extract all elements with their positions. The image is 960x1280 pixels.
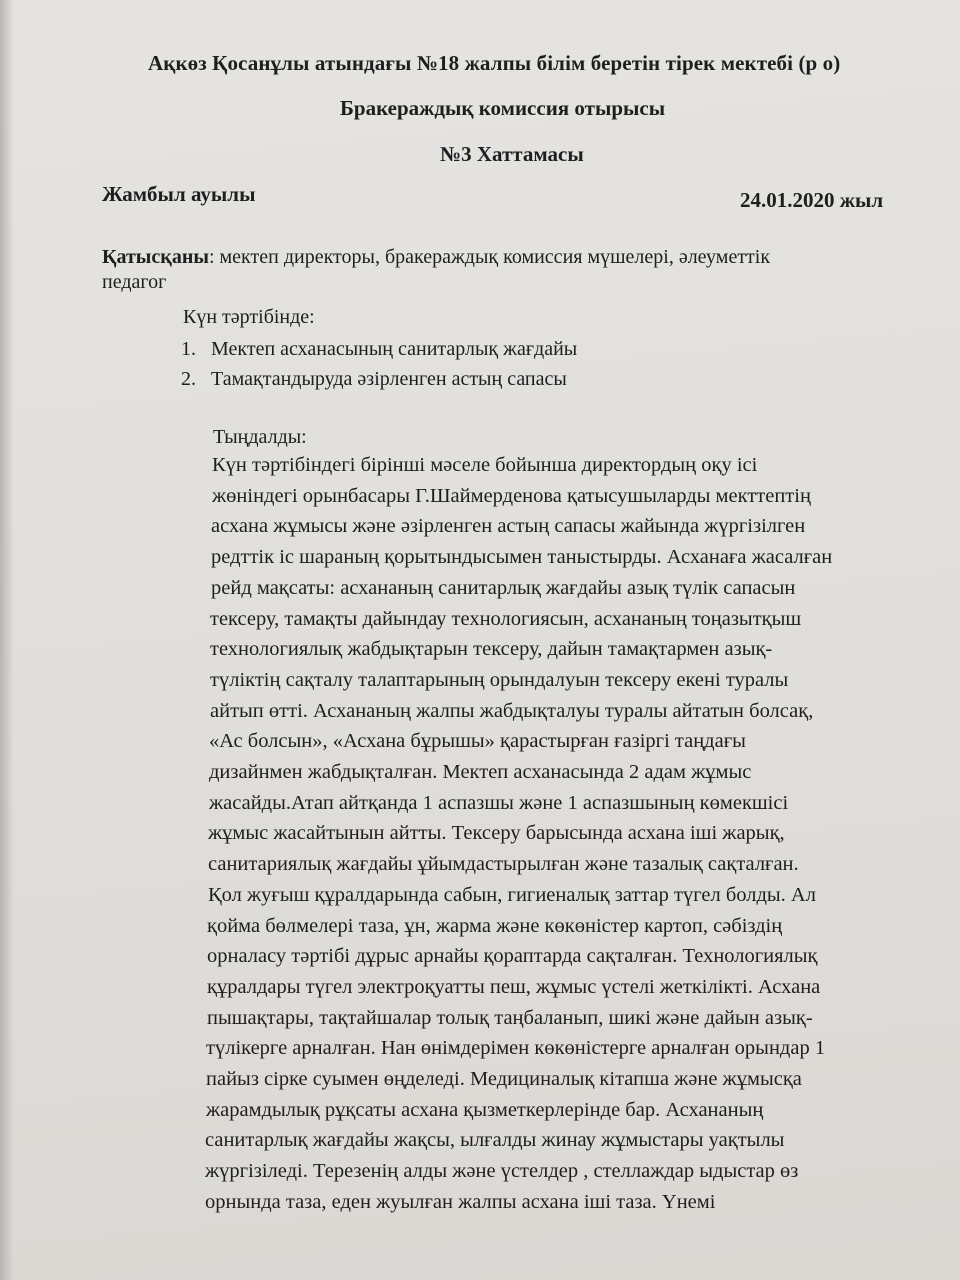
body-text-line: пайыз сірке суымен өңделеді. Медициналық кітапша және жұмысқа — [206, 1068, 802, 1090]
body-text-line: қойма бөлмелері таза, ұн, жарма және көкөністер картоп, сәбіздің — [207, 915, 783, 937]
body-text-line: жасайды.Атап айтқанда 1 аспазшы және 1 аспазшының көмекшісі — [209, 792, 789, 814]
page-edge-shadow — [0, 0, 14, 1280]
participants-label: Қатысқаны — [102, 246, 209, 268]
body-text-line: жөніндегі орынбасары Г.Шаймерденова қатысушыларды мекттептің — [212, 485, 811, 507]
body-text-line: «Ас болсын», «Асхана бұрышы» қарастырған ғазіргі таңдағы — [209, 730, 746, 752]
participants-line-1 — [102, 244, 770, 270]
participants-line-2: педагог — [102, 271, 167, 293]
body-text-line: құралдары түгел электроқуатты пеш, жұмыс үстелі жеткілікті. Асхана — [207, 976, 821, 998]
agenda-item-text: Тамақтандыруда әзірленген астың сапасы — [211, 368, 567, 390]
body-text-line: дизайнмен жабдықталған. Мектеп асханасында 2 адам жұмыс — [209, 761, 752, 783]
body-text-line: Қол жуғыш құралдарында сабын, гигиеналық заттар түгел болды. Ал — [208, 884, 816, 906]
body-text-line: санитарлық жағдайы жақсы, ылғалды жинау жұмыстары уақтылы — [205, 1129, 785, 1151]
body-text-line: айтып өтті. Асхананың жалпы жабдықталуы туралы айтатын болсақ, — [210, 700, 814, 722]
meeting-title: Бракераждық комиссия отырысы — [340, 96, 666, 120]
agenda-item — [181, 366, 567, 392]
body-text-line: жарамдылық рұқсаты асхана қызметкерлерінде бар. Асхананың — [206, 1099, 764, 1121]
agenda-item — [181, 336, 578, 362]
body-text-line: түліктің сақталу талаптарының орындалуын тексеру екені туралы — [210, 669, 789, 691]
body-text-line: асхана жұмысы және әзірленген астың сапасы жайында жүргізілген — [211, 515, 806, 537]
agenda-item-number: 2. — [181, 368, 196, 390]
body-text-line: орналасу тәртібі дұрыс арнайы қораптарда сақталған. Технологиялық — [207, 945, 818, 967]
body-text-line: тексеру, тамақты дайындау технологиясын, асхананың тоңазытқыш — [210, 608, 802, 630]
body-text-line: орнында таза, еден жуылған жалпы асхана іші таза. Үнемі — [205, 1191, 716, 1213]
body-text-line: түлікерге арналған. Нан өнімдерімен көкөністерге арналған орындар 1 — [206, 1037, 826, 1059]
heard-title: Тыңдалды: — [213, 426, 307, 448]
body-text-line: жұмыс жасайтынын айтты. Тексеру барысында асхана іші жарық, — [208, 822, 785, 844]
body-text-line: санитариялық жағдайы ұйымдастырылған және тазалық сақталған. — [208, 853, 799, 875]
agenda-item-number: 1. — [181, 338, 196, 360]
body-text-line: рейд мақсаты: асхананың санитарлық жағдайы азық түлік сапасын — [211, 577, 796, 599]
body-text-line: пышақтары, тақтайшалар толық таңбаланып, шикі және дайын азық- — [207, 1007, 813, 1029]
agenda-title: Күн тәртібінде: — [183, 306, 315, 328]
protocol-number: №3 Хаттамасы — [440, 142, 584, 166]
body-text-line: Күн тәртібіндегі бірінші мәселе бойынша директордың оқу ісі — [212, 454, 758, 476]
body-text-line: редттік іс шараның қорытындысымен таныстырды. Асханаға жасалған — [211, 546, 833, 568]
participants-text: : мектеп директоры, бракераждық комиссия мүшелері, әлеуметтік — [208, 246, 771, 268]
place: Жамбыл ауылы — [102, 182, 256, 206]
body-text-line: жүргізіледі. Терезенің алды және үстелдер , стеллаждар ыдыстар өз — [205, 1160, 799, 1182]
date: 24.01.2020 жыл — [740, 188, 884, 212]
body-text-line: технологиялық жабдықтарын тексеру, дайын тамақтармен азық- — [210, 638, 773, 660]
agenda-item-text: Мектеп асханасының санитарлық жағдайы — [211, 338, 578, 360]
school-title: Ақкөз Қосанұлы атындағы №18 жалпы білім беретін тірек мектебі (р о) — [148, 51, 841, 75]
